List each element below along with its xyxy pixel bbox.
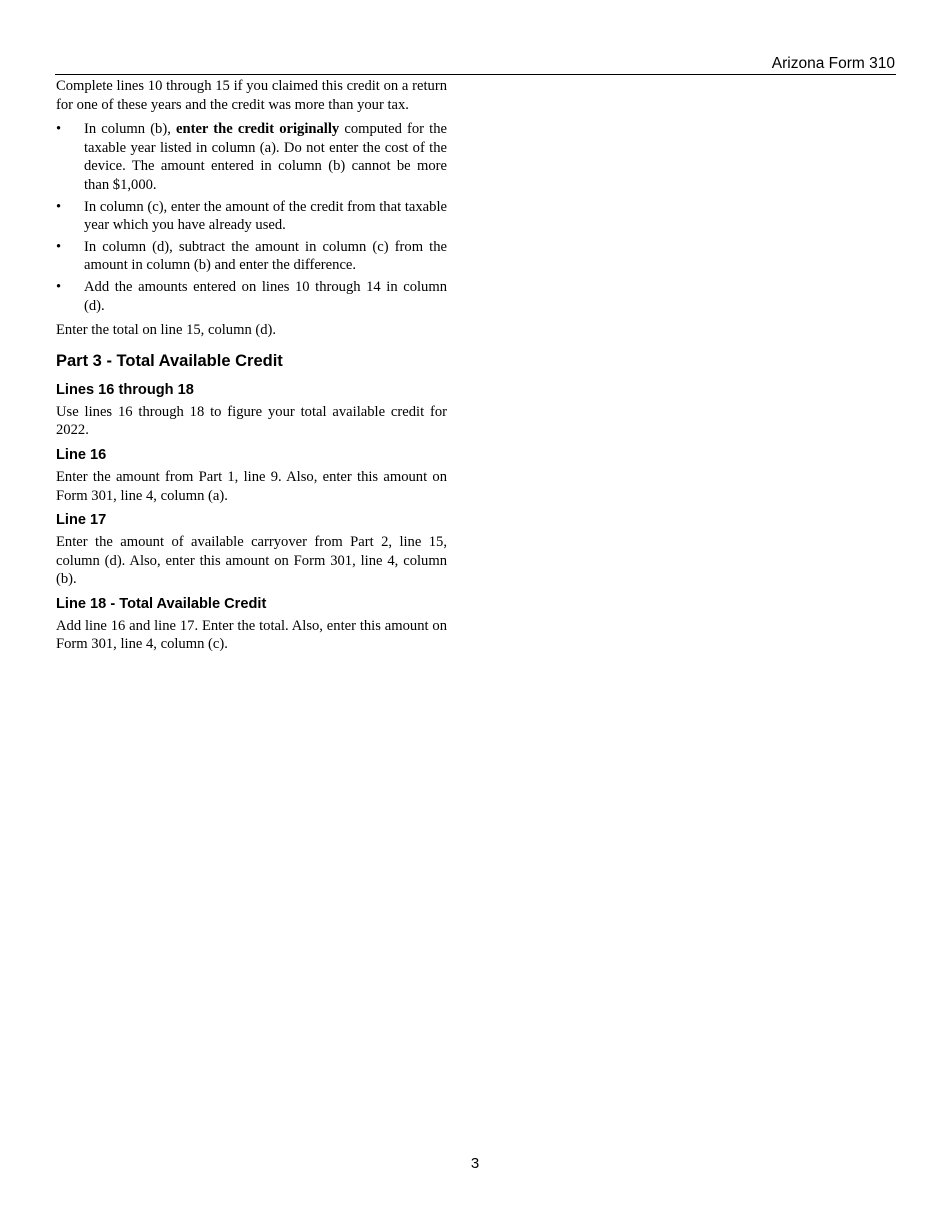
part3-heading: Part 3 - Total Available Credit (56, 351, 283, 370)
bullet-text: In column (c), enter the amount of the credit from that taxable year which you have already used. (84, 198, 447, 234)
bullet-icon: • (56, 198, 62, 215)
bullet-item (56, 238, 447, 275)
bullet-text-post: computed for the taxable year listed in column (a). Do not enter the cost of the device. The amount entered in column (b) cannot be more than $1,000. (84, 121, 447, 193)
bullet-item (56, 120, 447, 194)
section-text-line-17: Enter the amount of available carryover from Part 2, line 15, column (d). Also, enter this amount on Form 301, line 4, column (b). (56, 534, 447, 588)
section-text-line-18: Add line 16 and line 17. Enter the total. Also, enter this amount on Form 301, line 4, column (c). (56, 617, 447, 653)
section-heading-line-16: Line 16 (56, 446, 107, 463)
form-title: Arizona Form 310 (771, 55, 895, 72)
bullet-text-bold: enter the credit originally (176, 121, 340, 138)
section-heading-line-18: Line 18 - Total Available Credit (56, 595, 267, 612)
bullet-text: In column (d), subtract the amount in column (c) from the amount in column (b) and enter the difference. (84, 238, 447, 274)
bullet-text-pre: In column (b), (84, 121, 176, 138)
section-text-lines-16-18: Use lines 16 through 18 to figure your total available credit for 2022. (56, 403, 447, 439)
bullet-icon: • (56, 278, 62, 295)
section-text-line-16: Enter the amount from Part 1, line 9. Also, enter this amount on Form 301, line 4, column (a). (56, 468, 447, 504)
section-heading-lines-16-18: Lines 16 through 18 (56, 381, 194, 398)
header-divider (55, 74, 896, 75)
bullet-item (56, 198, 447, 235)
bullet-icon: • (56, 121, 62, 138)
bullet-item (56, 278, 447, 315)
part2-bullet-list (56, 120, 447, 315)
part2-closing-paragraph: Enter the total on line 15, column (d). (56, 322, 277, 339)
section-heading-line-17: Line 17 (56, 512, 107, 529)
bullet-icon: • (56, 238, 62, 255)
bullet-text: Add the amounts entered on lines 10 through 14 in column (d). (84, 278, 447, 314)
instructions-column (56, 77, 447, 660)
page-number: 3 (470, 1155, 480, 1172)
part2-intro-paragraph: Complete lines 10 through 15 if you claimed this credit on a return for one of these years and the credit was more than your tax. (56, 78, 447, 113)
